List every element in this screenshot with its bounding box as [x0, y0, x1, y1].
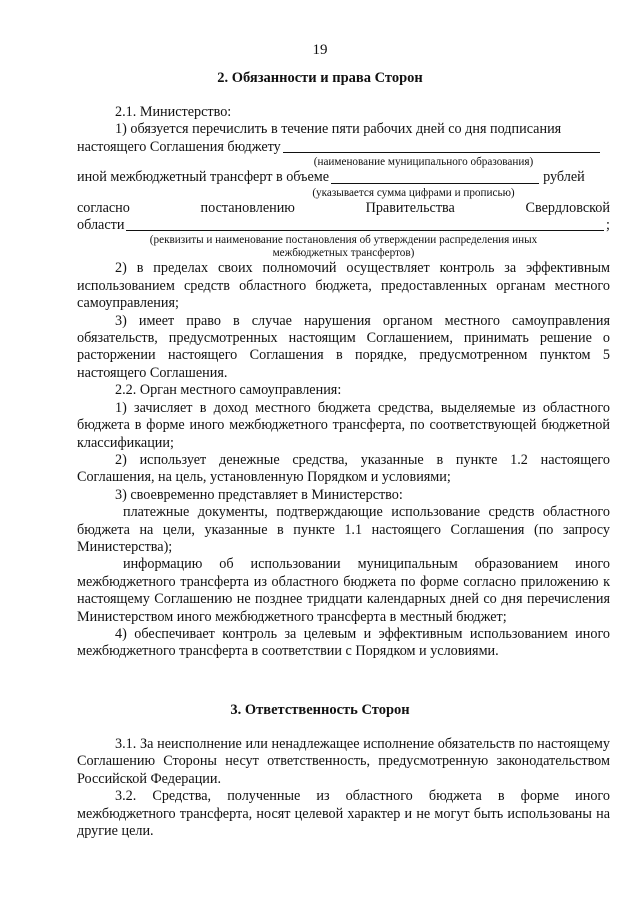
section-2-title: 2. Обязанности и права Сторон	[217, 70, 423, 86]
clause-2-2-1: 1) зачисляет в доход местного бюджета средства, выделяемые из областного бюджета в форме иного межбюджетного трансферта, по соответствующей бюджетной классификации;	[77, 399, 610, 451]
decree-word-2: постановлению	[200, 199, 295, 216]
clause-2-1-3: 3) имеет право в случае нарушения органом местного самоуправления обязательств, предусмотренных настоящим Соглашением, принимать решение о расторжении настоящего Соглашения в порядке, предусмотренном пунктом 5 настоящего Соглашения.	[77, 312, 610, 381]
amount-line	[77, 169, 610, 186]
clause-2-1-1-line1: 1) обязуется перечислить в течение пяти рабочих дней со дня подписания	[115, 121, 562, 138]
clause-2-2-3-payments: платежные документы, подтверждающие использование средств областного бюджета на цели, указанные в пункте 1.1 настоящего Соглашения (по запросу Министерства);	[77, 504, 610, 555]
clause-3-1: 3.1. За неисполнение или ненадлежащее исполнение обязательств по настоящему Соглашению Стороны несут ответственность, предусмотренную законодательством Российской Федерации.	[77, 736, 610, 787]
decree-word-3: Правительства	[365, 199, 455, 216]
municipality-blank[interactable]	[283, 139, 600, 153]
amount-caption: (указывается сумма цифрами и прописью)	[312, 186, 515, 199]
clause-2-1: 2.1. Министерство:	[115, 104, 232, 120]
clause-2-2-3-report: информацию об использовании муниципальным образованием иного межбюджетного трансферта из областного бюджета по форме согласно приложению к настоящему Соглашению не позднее тридцати календарных дней со дня перечисления Министерством иного межбюджетного трансферта в местный бюджет;	[77, 556, 610, 625]
decree-line	[77, 200, 610, 217]
section-2-body	[77, 104, 610, 661]
municipality-line-label: настоящего Соглашения бюджету	[77, 138, 281, 155]
clause-2-2: 2.2. Орган местного самоуправления:	[115, 382, 342, 399]
clause-2-1-2: 2) в пределах своих полномочий осуществляет контроль за эффективным использованием средств областного бюджета, предоставленных органам местного самоуправления;	[77, 260, 610, 312]
region-line-semicolon: ;	[606, 217, 610, 234]
clause-2-2-4: 4) обеспечивает контроль за целевым и эффективным использованием иного межбюджетного трансферта в соответствии с Порядком и условиями.	[77, 625, 610, 660]
decree-word-1: согласно	[77, 199, 130, 216]
clause-2-2-2: 2) использует денежные средства, указанные в пункте 1.2 настоящего Соглашения, на цель, установленную Порядком и условиями;	[77, 451, 610, 486]
clause-2-2-3: 3) своевременно представляет в Министерство:	[115, 486, 403, 503]
amount-currency: рублей	[543, 169, 585, 186]
region-line-label: области	[77, 217, 125, 234]
decree-blank[interactable]	[126, 217, 604, 231]
municipality-caption: (наименование муниципального образования)	[313, 156, 534, 169]
amount-line-label: иной межбюджетный трансферт в объеме	[77, 169, 330, 186]
section-3-body	[77, 736, 610, 840]
amount-blank[interactable]	[331, 170, 539, 184]
decree-word-4: Свердловской	[525, 199, 610, 216]
clause-3-2: 3.2. Средства, полученные из областного бюджета в форме иного межбюджетного трансферта, носят целевой характер и не могут быть использованы на другие цели.	[77, 788, 610, 840]
municipality-line	[77, 139, 610, 156]
page-number: 19	[312, 42, 328, 58]
section-3-title: 3. Ответственность Сторон	[230, 702, 410, 718]
decree-caption: (реквизиты и наименование постановления об утверждении распределения иных межбюджетных трансфертов)	[149, 234, 538, 260]
region-line	[77, 217, 610, 234]
